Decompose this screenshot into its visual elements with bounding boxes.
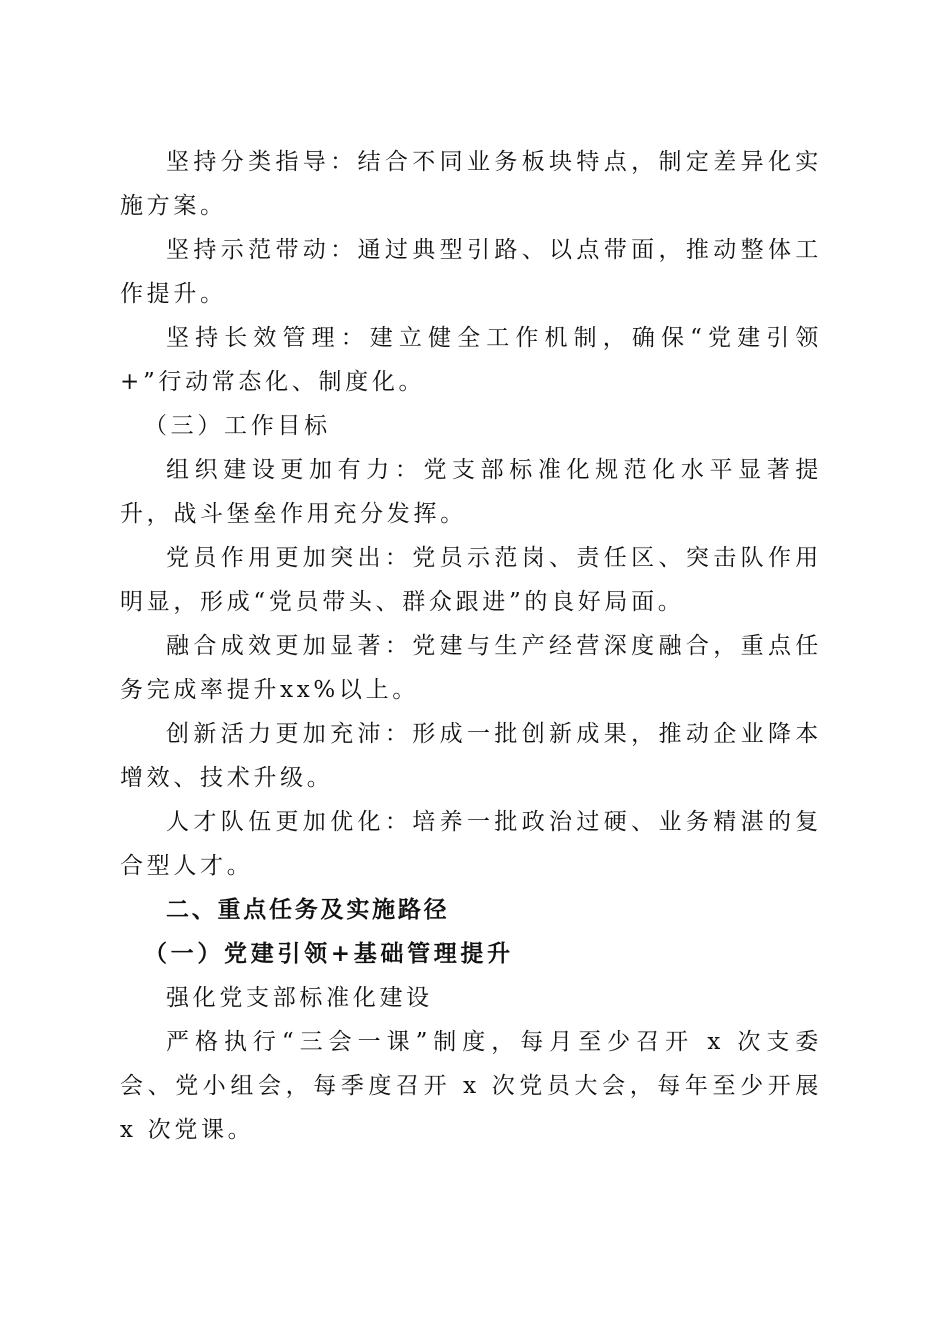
paragraph-goal-innovation: 创新活力更加充沛：形成一批创新成果，推动企业降本增效、技术升级。 [120, 721, 822, 791]
paragraph-meeting-system: 严格执行“三会一课”制度，每月至少召开 x 次支委会、党小组会，每季度召开 x 次党员大会，每年至少开展 x 次党课。 [120, 1029, 822, 1143]
section-heading-key-tasks: 二、重点任务及实施路径 [166, 897, 450, 923]
paragraph-branch-standardization: 强化党支部标准化建设 [166, 985, 433, 1011]
document-body [120, 140, 822, 1152]
paragraph-goal-talent: 人才队伍更加优化：培养一批政治过硬、业务精湛的复合型人才。 [120, 809, 822, 879]
paragraph-principle-classification: 坚持分类指导：结合不同业务板块特点，制定差异化实施方案。 [120, 149, 822, 219]
paragraph-principle-long-term: 坚持长效管理：建立健全工作机制，确保“党建引领+”行动常态化、制度化。 [120, 325, 822, 395]
subheading-work-goals: （三）工作目标 [144, 413, 331, 439]
paragraph-goal-members: 党员作用更加突出：党员示范岗、责任区、突击队作用明显，形成“党员带头、群众跟进”的良好局面。 [120, 545, 822, 615]
subheading-basic-management: （一）党建引领+基础管理提升 [144, 940, 514, 967]
paragraph-principle-demonstration: 坚持示范带动：通过典型引路、以点带面，推动整体工作提升。 [120, 237, 822, 307]
paragraph-goal-integration: 融合成效更加显著：党建与生产经营深度融合，重点任务完成率提升xx%以上。 [120, 633, 822, 703]
paragraph-goal-organization: 组织建设更加有力：党支部标准化规范化水平显著提升，战斗堡垒作用充分发挥。 [120, 457, 822, 527]
